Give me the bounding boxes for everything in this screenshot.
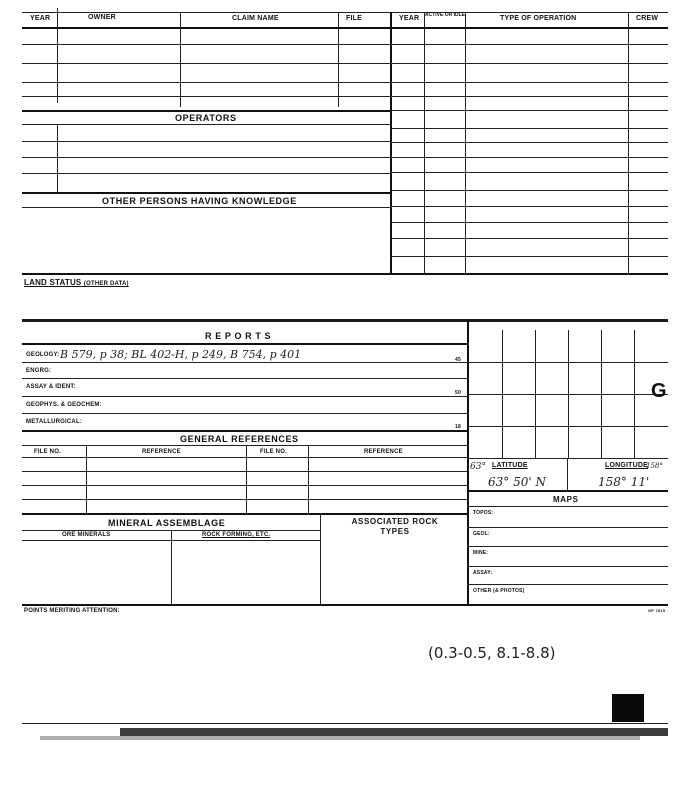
scan-smear-bottom-2 (40, 736, 640, 740)
engrg-label: ENGRG: (26, 368, 52, 374)
black-square (612, 694, 644, 722)
form-code: GP 7815 (648, 608, 666, 613)
land-status-text: LAND STATUS (24, 278, 82, 287)
latitude-value: 63° 50' N (488, 475, 546, 489)
operators-title: OPERATORS (175, 113, 237, 123)
scan-line (22, 723, 668, 724)
maps-title: MAPS (553, 495, 579, 504)
header-type-of-operation: TYPE OF OPERATION (500, 15, 577, 22)
geology-value: B 579, p 38; BL 402-H, p 249, B 754, p 401 (60, 348, 302, 361)
geophys-label: GEOPHYS. & GEOCHEM: (26, 402, 102, 408)
maps-mine: MINE: (473, 550, 489, 556)
header-claim-name: CLAIM NAME (232, 15, 279, 22)
header-file: FILE (346, 15, 362, 22)
other-persons-title: OTHER PERSONS HAVING KNOWLEDGE (102, 196, 297, 206)
header-owner: OWNER (88, 14, 116, 21)
geology-num: 45 (455, 357, 461, 363)
gr-header-file-no-2: FILE NO. (260, 449, 287, 455)
maps-geol: GEOL: (473, 531, 490, 537)
header-year-2: YEAR (399, 15, 420, 22)
gr-header-file-no-1: FILE NO. (34, 449, 61, 455)
land-status-label (24, 278, 129, 287)
header-active-idle: ACTIVE OR IDLE (425, 12, 466, 18)
land-status-sub: (OTHER DATA) (83, 281, 129, 287)
rock-forming-header: ROCK FORMING, ETC. (202, 532, 271, 538)
long-prefix: 158° (646, 462, 663, 470)
maps-other: OTHER (& PHOTOS) (473, 588, 525, 594)
geology-label: GEOLOGY: (26, 352, 60, 358)
g-mark: G (651, 380, 667, 402)
ore-minerals-header: ORE MINERALS (62, 532, 111, 538)
assay-num: 50 (455, 390, 461, 396)
header-year: YEAR (30, 15, 51, 22)
header-crew: CREW (636, 15, 659, 22)
maps-topos: TOPOS: (473, 510, 494, 516)
latitude-label: LATITUDE (492, 462, 528, 469)
maps-assay: ASSAY: (473, 570, 493, 576)
gr-header-reference-2: REFERENCE (364, 449, 403, 455)
scan-smear-top (22, 319, 668, 322)
reports-title: R E P O R T S (205, 331, 272, 341)
points-meriting-attention: POINTS MERITING ATTENTION: (24, 608, 120, 614)
metall-num: 18 (455, 424, 461, 430)
metall-label: METALLURGICAL: (26, 419, 83, 425)
longitude-label: LONGITUDE (605, 462, 649, 469)
assay-label: ASSAY & IDENT: (26, 384, 76, 390)
handwritten-note: (0.3-0.5, 8.1-8.8) (428, 644, 556, 662)
associated-rock-types-title: ASSOCIATED ROCK TYPES (351, 517, 439, 536)
gr-header-reference-1: REFERENCE (142, 449, 181, 455)
lat-prefix: 63° (470, 462, 486, 472)
scan-smear-bottom (120, 728, 668, 736)
mineral-assemblage-title: MINERAL ASSEMBLAGE (108, 518, 226, 528)
longitude-value: 158° 11' (598, 475, 650, 489)
general-references-title: GENERAL REFERENCES (180, 434, 299, 444)
